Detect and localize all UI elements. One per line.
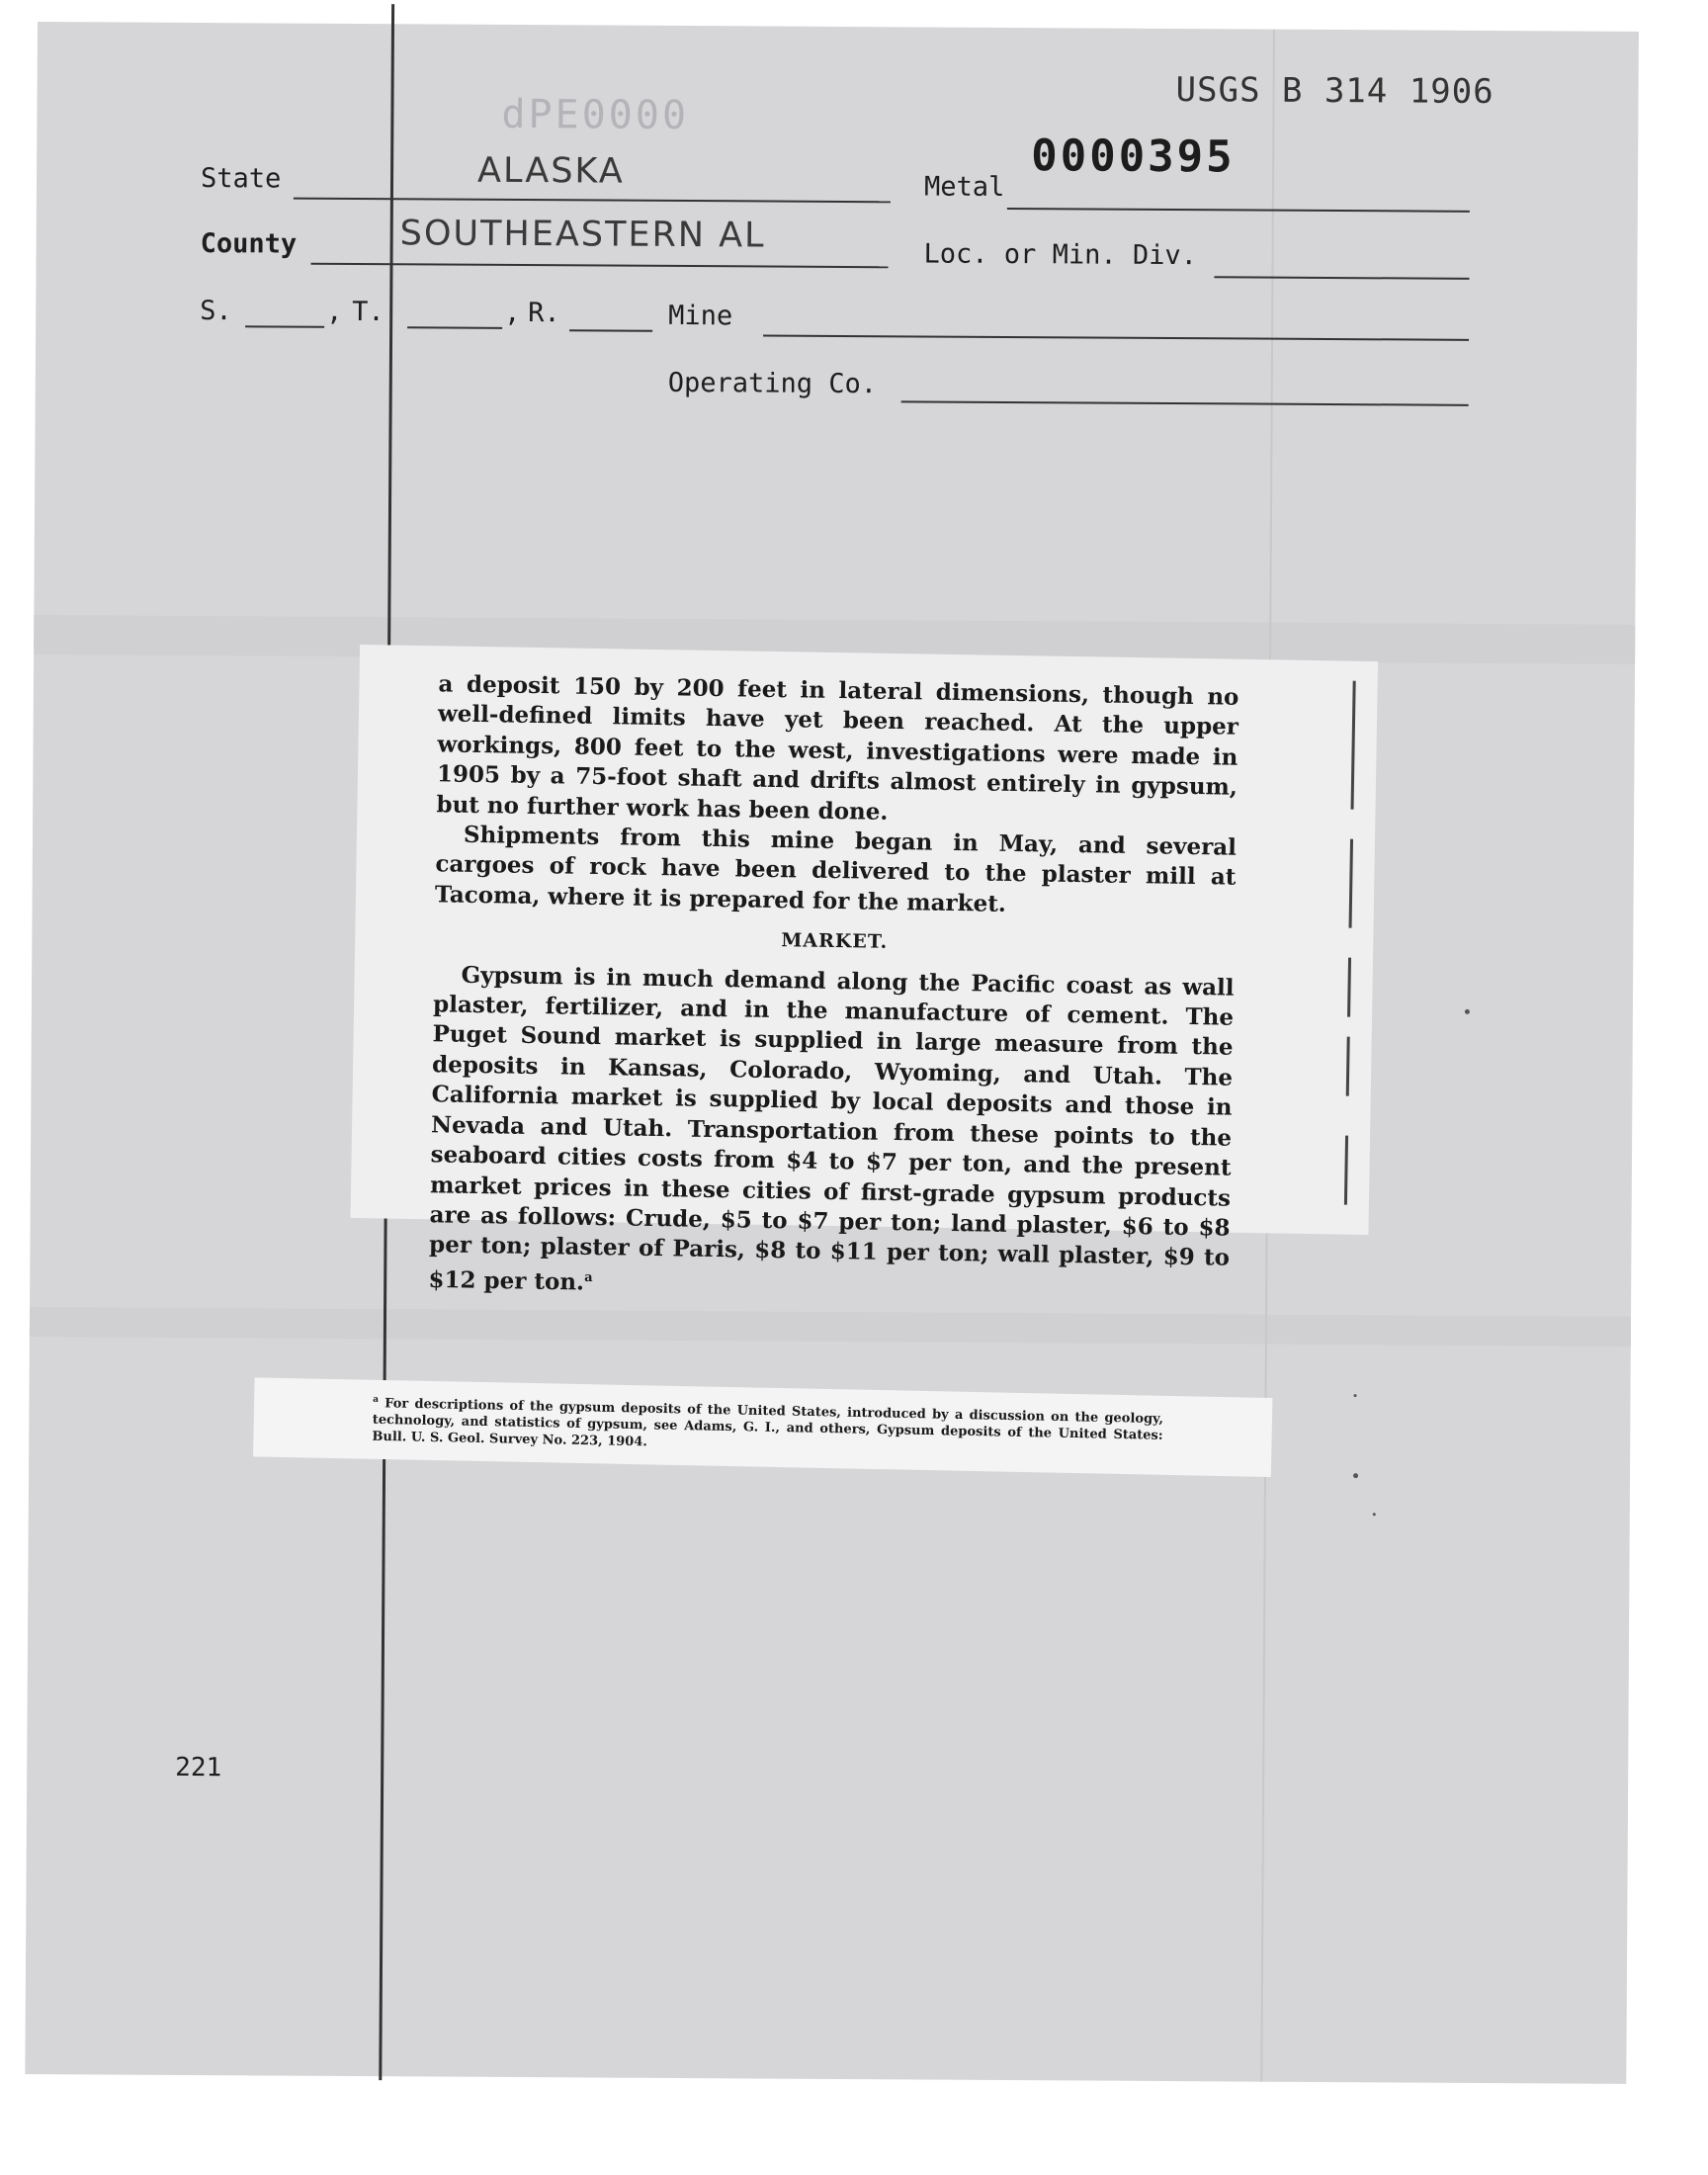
stamp-number: 0000395 xyxy=(1031,130,1236,183)
operating-label: Operating Co. xyxy=(667,367,878,400)
document-code: USGS B 314 1906 xyxy=(1175,70,1494,113)
clipping-paragraph: a deposit 150 by 200 feet in lateral dimensions, though no well-defined limits have yet been reached. At the upper workings, 800 feet to the west, investigations were made in 1905 by a 75-foot shaft and drifts almost entirely in gypsum, but no further work has been done. xyxy=(436,670,1239,826)
section-label: S. xyxy=(200,296,232,327)
footnote-marker: a xyxy=(584,1269,593,1285)
mine-rule xyxy=(763,334,1469,340)
state-value: ALASKA xyxy=(476,150,625,192)
township-label: T. xyxy=(352,296,384,328)
clip-edge-mark xyxy=(1351,681,1356,810)
county-label: County xyxy=(200,228,298,260)
clip-edge-mark xyxy=(1344,1136,1348,1205)
county-value: SOUTHEASTERN AL xyxy=(399,214,766,256)
page-number: 221 xyxy=(175,1752,222,1784)
scan-speck xyxy=(1353,1473,1358,1478)
mine-label: Mine xyxy=(668,300,733,332)
range-rule xyxy=(569,329,652,332)
metal-rule xyxy=(1007,208,1470,213)
loc-label: Loc. or Min. Div. xyxy=(923,238,1198,272)
article-clipping xyxy=(351,645,1378,1296)
footnote-mark: a xyxy=(373,1394,380,1405)
operating-rule xyxy=(901,400,1469,406)
township-rule xyxy=(407,326,502,329)
clipping-paragraph: Gypsum is in much demand along the Pacific coast as wall plaster, fertilizer, and in the manufacture of cement. The Puget Sound market is supplied in large measure from the deposits in Kansas, Colorado, Wyoming, and Utah. The California market is supplied by local deposits and those in Nevada and Utah. Transportation from these points to the seaboard cities costs from $4 to $7 per ton, and the present market prices in these cities of first-grade gypsum products are as follows: Crude, $5 to $7 per ton; land plaster, $6 to $8 per ton; plaster of Paris, $8 to $11 per ton; wall plaster, $9 to $12 per ton.$^a$ xyxy=(428,961,1235,1296)
scan-speck xyxy=(1354,1394,1357,1397)
county-rule xyxy=(311,263,889,269)
footnote-text: $^a$ For descriptions of the gypsum deposits of the United States, introduced by a discussion on the geology, technology, and statistics of gypsum, see Adams, G. I., and others, Gypsum deposits of the United States: Bull. U. S. Geol. Survey No. 223, 1904. xyxy=(372,1394,1164,1450)
section-heading: MARKET. xyxy=(781,929,889,954)
footnote-clipping xyxy=(253,1377,1272,1477)
metal-label: Metal xyxy=(923,171,1005,203)
scan-speck xyxy=(1373,1513,1376,1516)
loc-rule xyxy=(1214,276,1469,280)
separator-comma: , xyxy=(326,296,343,327)
range-label: R. xyxy=(528,298,560,329)
scan-speck xyxy=(1465,1009,1470,1014)
clip-edge-mark xyxy=(1347,958,1351,1017)
state-label: State xyxy=(200,163,282,195)
separator-comma: , xyxy=(504,297,521,328)
clip-edge-mark xyxy=(1349,839,1353,928)
section-rule xyxy=(245,325,324,327)
document-sheet xyxy=(25,22,1639,2084)
scan-band xyxy=(30,1307,1631,1347)
faint-stamp: dPE0000 xyxy=(501,91,690,139)
state-rule xyxy=(294,198,891,204)
clipping-body xyxy=(428,669,1238,1308)
clip-edge-mark xyxy=(1346,1037,1350,1096)
clipping-paragraph: Shipments from this mine began in May, and several cargoes of rock have been delivered to the plaster mill at Tacoma, where it is prepared for the market. xyxy=(434,821,1238,917)
